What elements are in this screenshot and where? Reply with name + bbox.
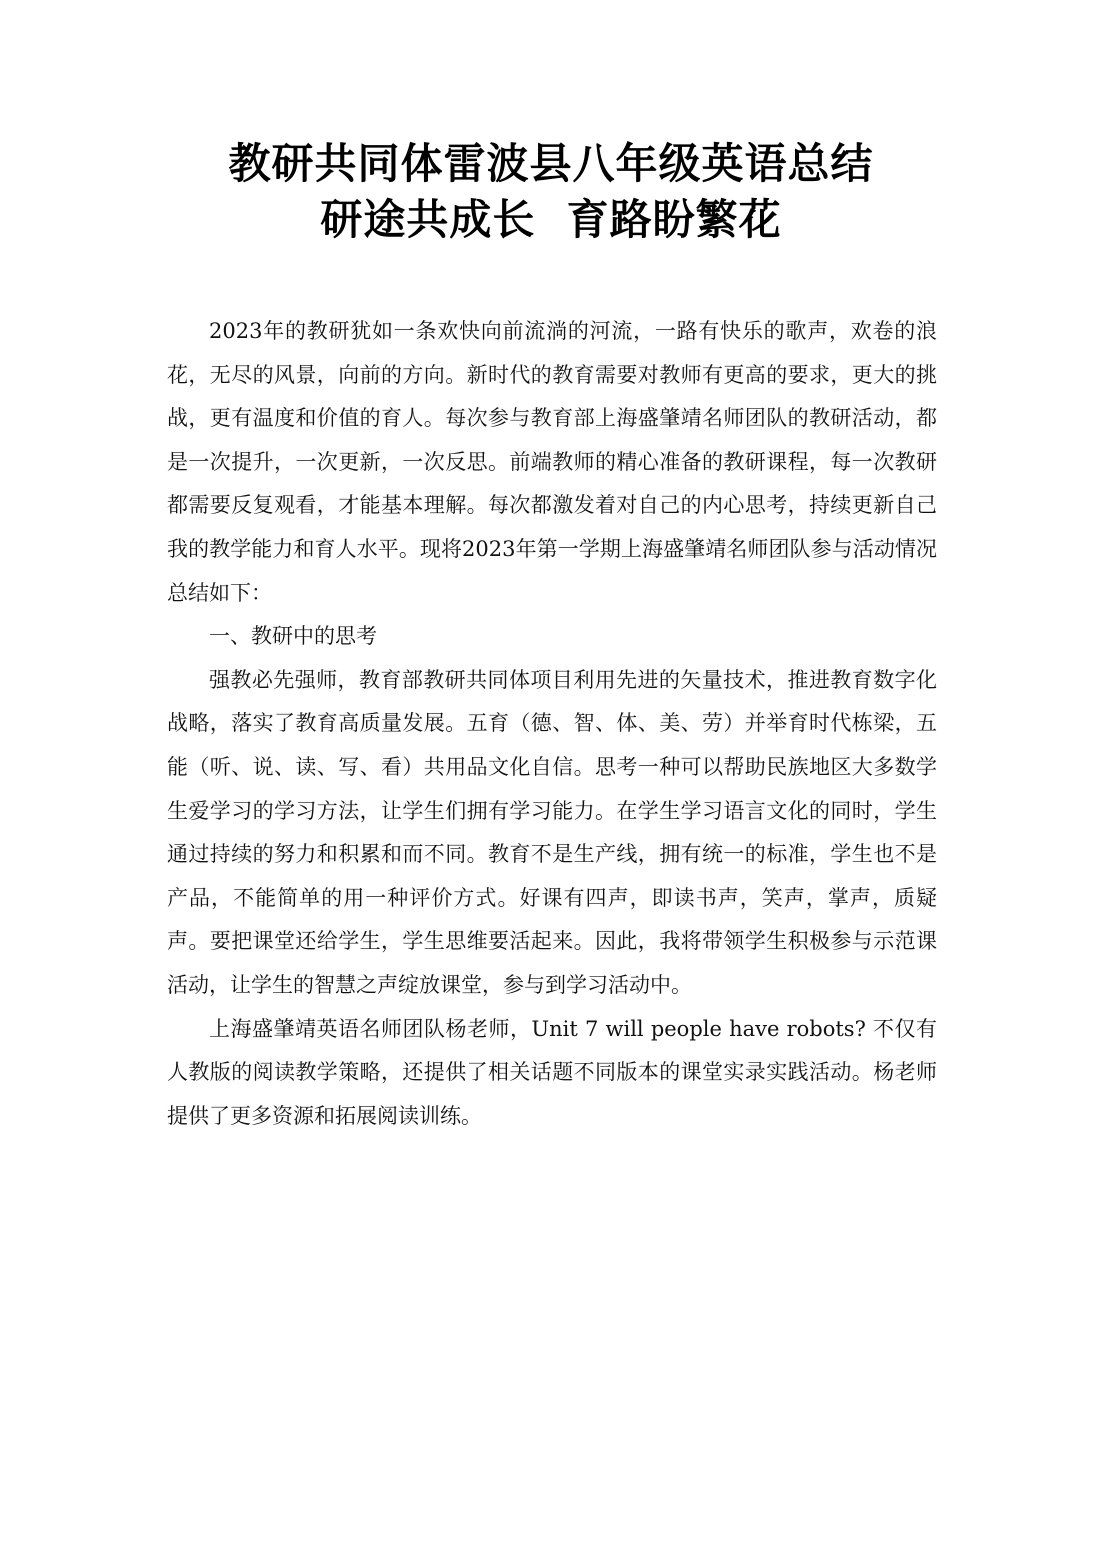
document-subtitle: 研途共成长 育路盼繁花 [320,195,782,244]
document-body [167,310,937,1138]
paragraph-intro: 2023年的教研犹如一条欢快向前流淌的河流，一路有快乐的歌声，欢卷的浪花，无尽的风景，向前的方向。新时代的教育需要对教师有更高的要求，更大的挑战，更有温度和价值的育人。每次参与教育部上海盛肇靖名师团队的教研活动，都是一次提升，一次更新，一次反思。前端教师的精心准备的教研课程，每一次教研都需要反复观看，才能基本理解。每次都激发着对自己的内心思考，持续更新自己我的教学能力和育人水平。现将2023年第一学期上海盛肇靖名师团队参与活动情况总结如下： [167,319,937,605]
paragraph-reflection: 强教必先强师，教育部教研共同体项目利用先进的矢量技术，推进教育数字化战略，落实了教育高质量发展。五育（德、智、体、美、劳）并举育时代栋梁，五能（听、说、读、写、看）共用品文化自信。思考一种可以帮助民族地区大多数学生爱学习的学习方法，让学生们拥有学习能力。在学生学习语言文化的同时，学生通过持续的努力和积累和而不同。教育不是生产线，拥有统一的标准，学生也不是产品，不能简单的用一种评价方式。好课有四声，即读书声，笑声，掌声，质疑声。要把课堂还给学生，学生思维要活起来。因此，我将带领学生积极参与示范课活动，让学生的智慧之声绽放课堂，参与到学习活动中。 [167,667,937,997]
title-block [0,136,1102,248]
paragraph-teacher-yang: 上海盛肇靖英语名师团队杨老师，Unit 7 will people have robots? 不仅有人教版的阅读教学策略，还提供了相关话题不同版本的课堂实录实践活动。杨老师提供了更多资源和拓展阅读训练。 [167,1016,937,1128]
document-title: 教研共同体雷波县八年级英语总结 [228,139,874,188]
section-heading: 一、教研中的思考 [209,624,377,649]
